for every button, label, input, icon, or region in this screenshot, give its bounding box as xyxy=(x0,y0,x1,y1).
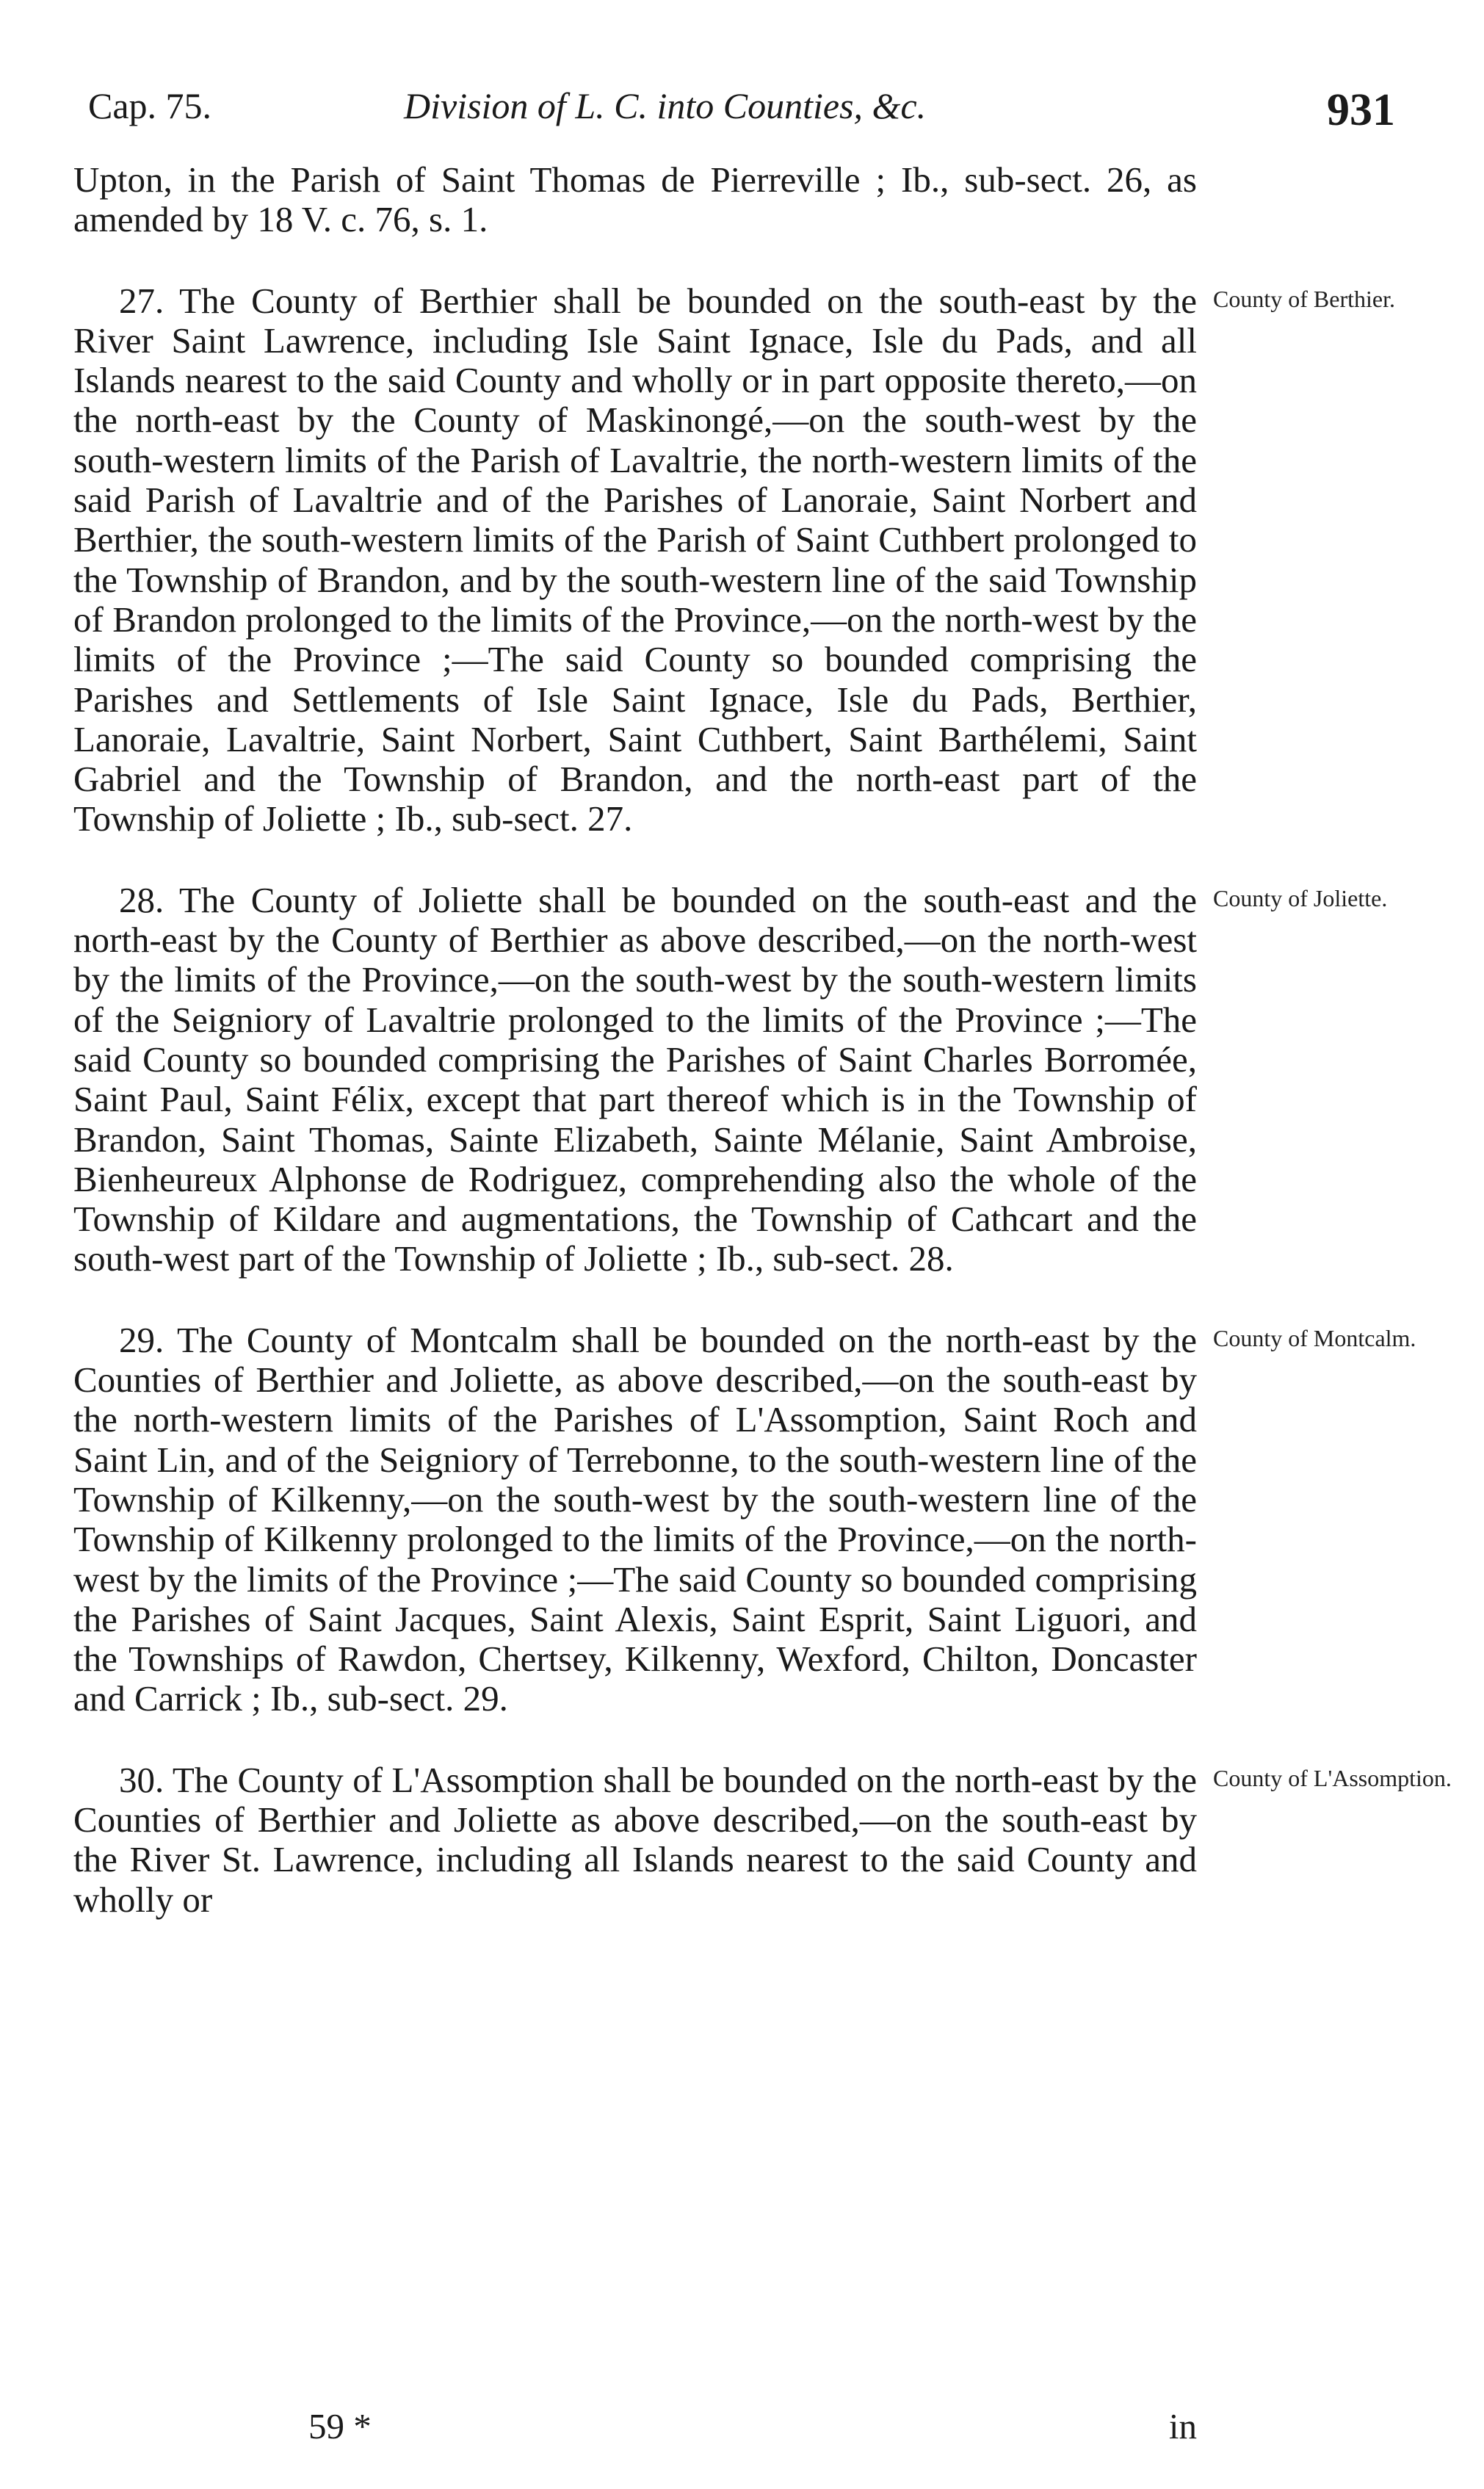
section-27-paragraph: 27. The County of Berthier shall be bounded on the south-east by the River Saint Lawrence, including Isle Saint Ignace, Isle du Pads, and all Islands nearest to the said County and wholly or in part opposite thereto,—on the north-east by the County of Maskinongé,—on the south-west by the south-western limits of the Parish of Lavaltrie, the north-western limits of the said Parish of Lavaltrie and of the Parishes of Lanoraie, Saint Norbert and Berthier, the south-western limits of the Parish of Saint Cuthbert prolonged to the Township of Brandon, and by the south-western line of the said Township of Brandon prolonged to the limits of the Province,—on the north-west by the limits of the Province ;—The said County so bounded comprising the Parishes and Settlements of Isle Saint Ignace, Isle du Pads, Berthier, Lanoraie, Lavaltrie, Saint Norbert, Saint Cuthbert, Saint Barthélemi, Saint Gabriel and the Township of Brandon, and the north-east part of the Township of Joliette ; Ib., sub-sect. 27. xyxy=(73,280,1197,839)
section-30-paragraph: 30. The County of L'Assomption shall be bounded on the north-east by the Counties of Berthier and Joliette as above described,—on the south-east by the River St. Lawrence, including all Islands nearest to the said County and wholly or xyxy=(73,1759,1197,1920)
page-footer xyxy=(73,2405,1197,2449)
running-header xyxy=(88,84,1395,143)
signature-mark: 59 * xyxy=(308,2406,372,2446)
page-number: 931 xyxy=(1327,85,1395,135)
marginal-note-lassomption: County of L'Assomption. xyxy=(1213,1764,1452,1791)
chapter-label: Cap. 75. xyxy=(88,85,212,126)
page-body xyxy=(73,160,1197,1920)
running-title: Division of L. C. into Counties, &c. xyxy=(404,85,927,126)
marginal-note-montcalm: County of Montcalm. xyxy=(1213,1324,1416,1351)
section-28-paragraph: 28. The County of Joliette shall be bounded on the south-east and the north-east by the County of Berthier as above described,—on the north-west by the limits of the Province,—on the south-west by the south-western limits of the Seigniory of Lavaltrie prolonged to the limits of the Province ;—The said County so bounded comprising the Parishes of Saint Charles Borromée, Saint Paul, Saint Félix, except that part thereof which is in the Township of Brandon, Saint Thomas, Sainte Elizabeth, Sainte Mélanie, Saint Ambroise, Bienheureux Alphonse de Rodriguez, comprehending also the whole of the Township of Kildare and augmentations, the Township of Cathcart and the south-west part of the Township of Joliette ; Ib., sub-sect. 28. xyxy=(73,879,1197,1279)
marginal-note-berthier: County of Berthier. xyxy=(1213,285,1395,312)
paragraph-continuation: Upton, in the Parish of Saint Thomas de Pierreville ; Ib., sub-sect. 26, as amended by 18 V. c. 76, s. 1. xyxy=(73,159,1197,240)
catchword: in xyxy=(1168,2406,1197,2446)
marginal-note-joliette: County of Joliette. xyxy=(1213,884,1388,911)
section-29-paragraph: 29. The County of Montcalm shall be bounded on the north-east by the Counties of Berthier and Joliette, as above described,—on the south-east by the north-western limits of the Parishes of L'Assomption, Saint Roch and Saint Lin, and of the Seigniory of Terrebonne, to the south-western line of the Township of Kilkenny,—on the south-west by the south-western line of the Township of Kilkenny prolonged to the limits of the Province,—on the north-west by the limits of the Province ;—The said County so bounded comprising the Parishes of Saint Jacques, Saint Alexis, Saint Esprit, Saint Liguori, and the Townships of Rawdon, Chertsey, Kilkenny, Wexford, Chilton, Doncaster and Carrick ; Ib., sub-sect. 29. xyxy=(73,1319,1197,1719)
